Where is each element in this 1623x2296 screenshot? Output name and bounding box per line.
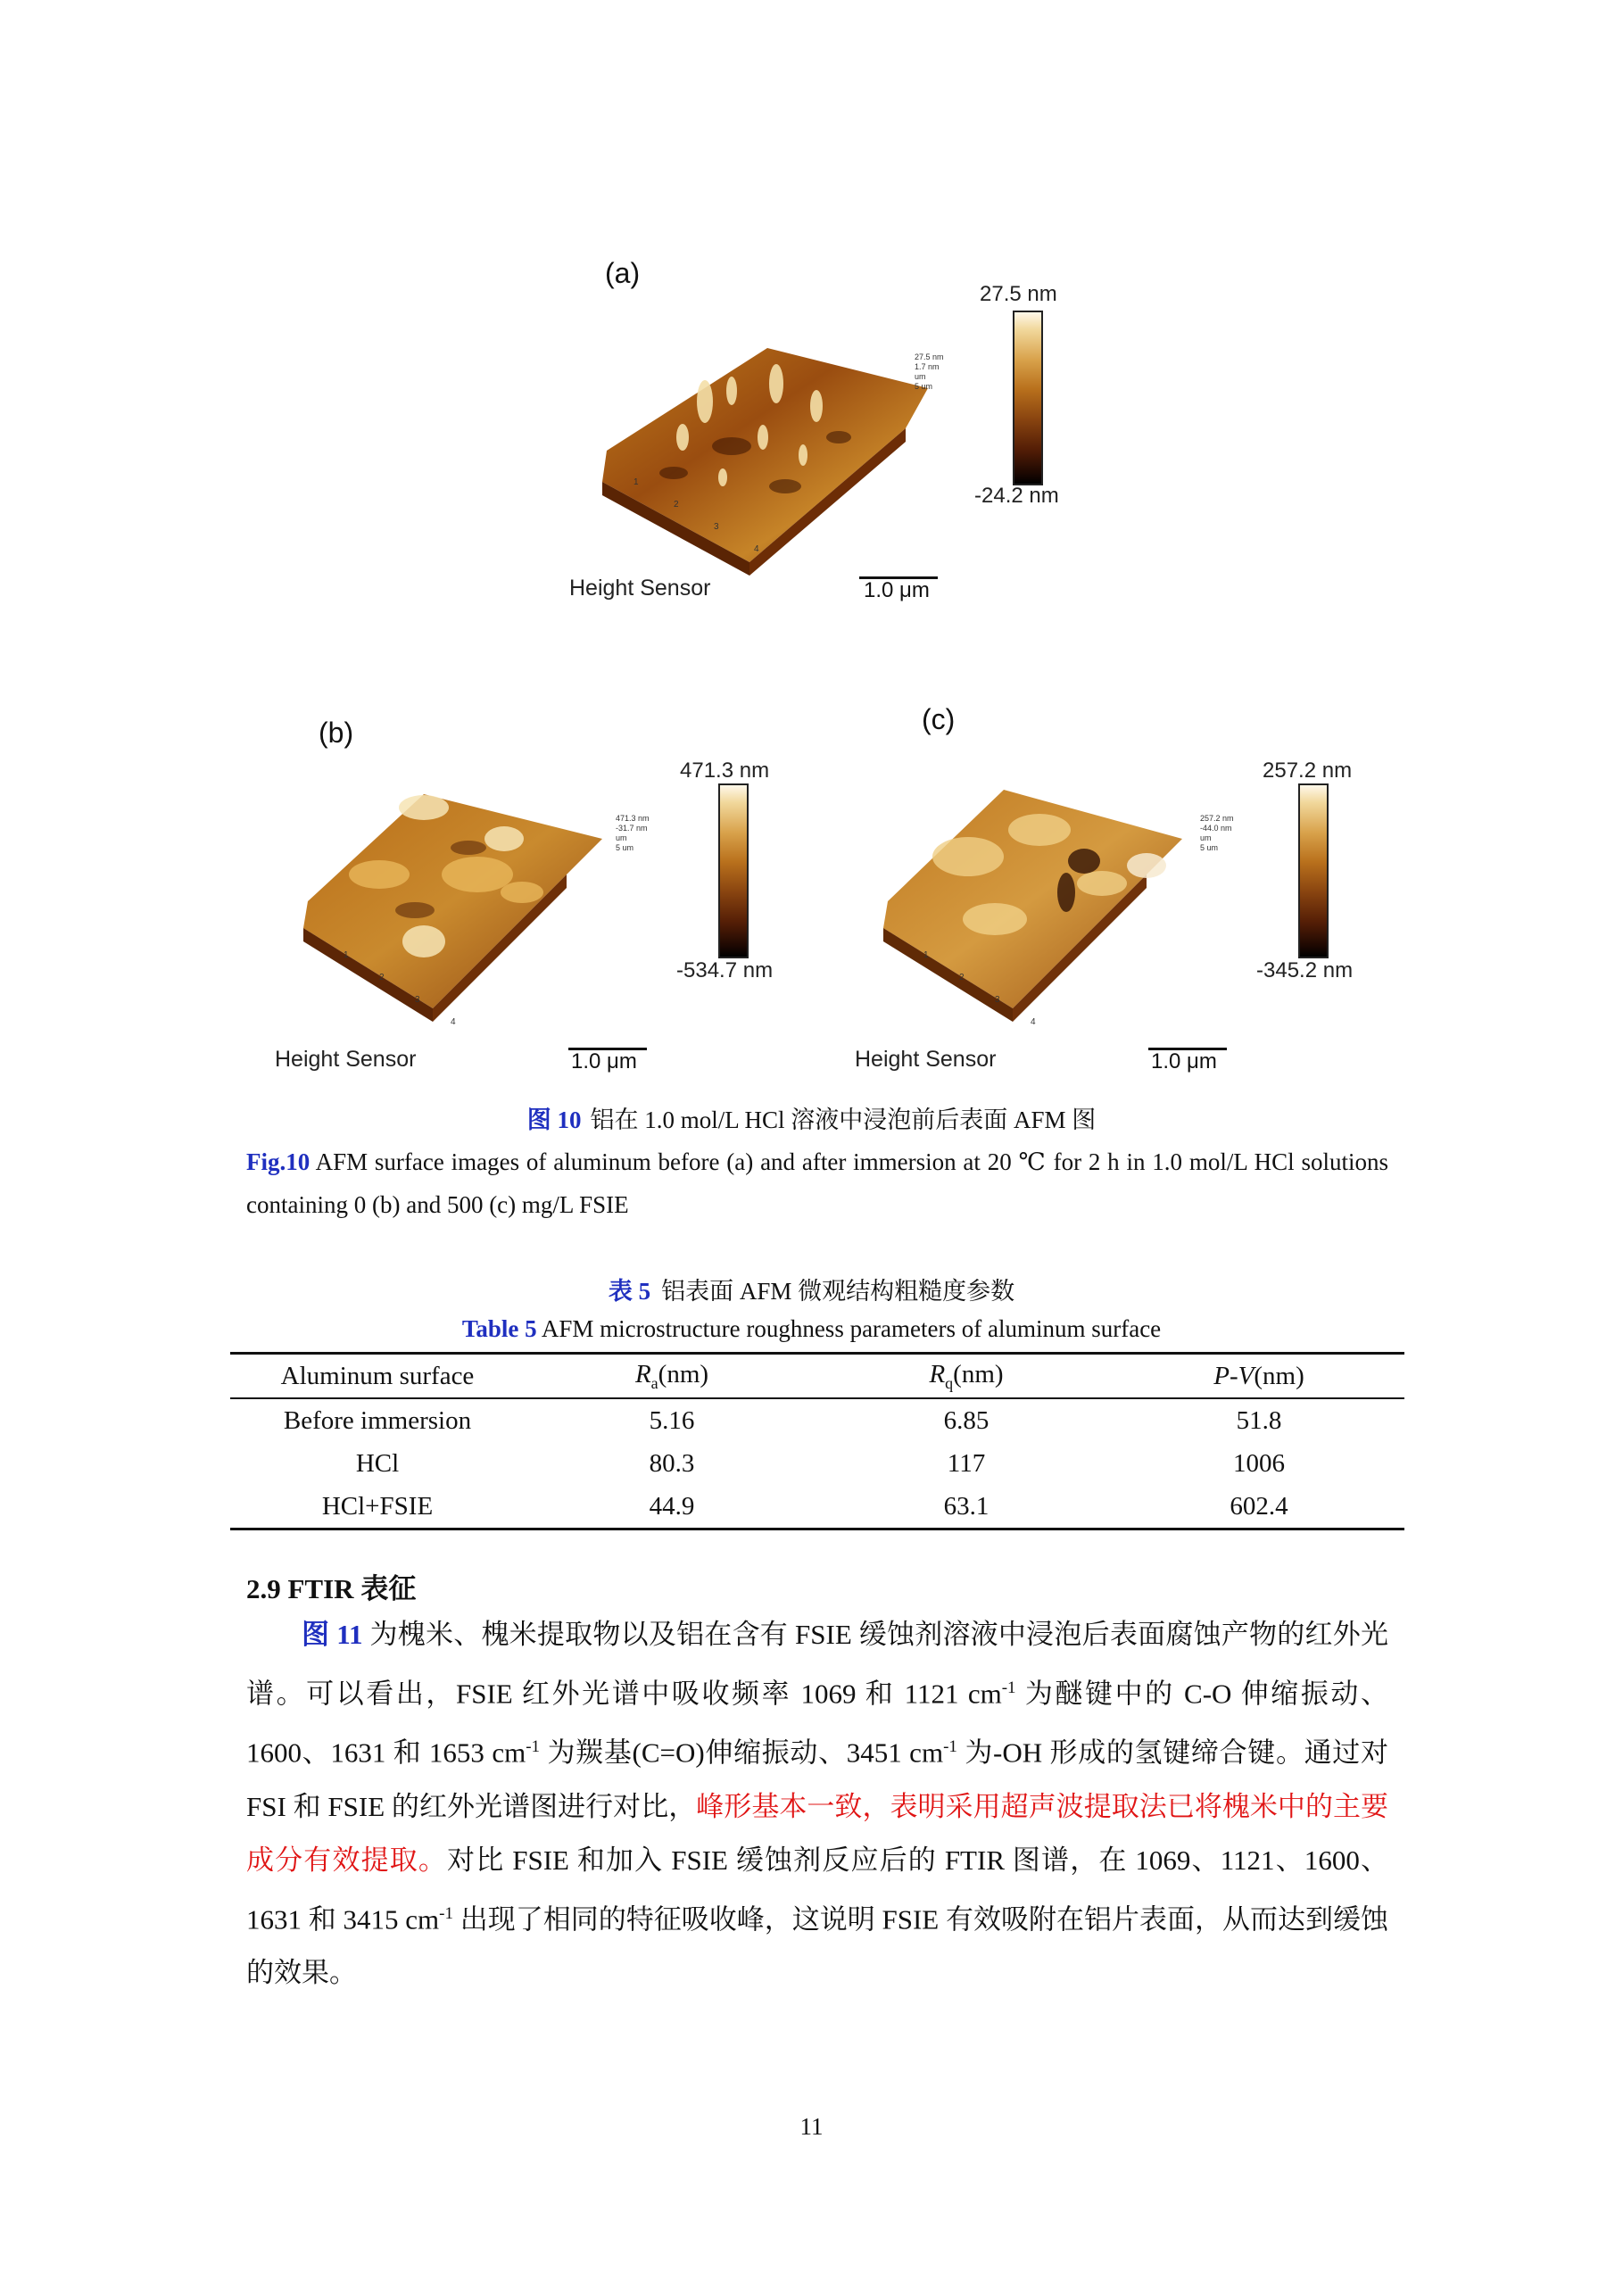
table-cell: Before immersion (283, 1405, 472, 1435)
table-header-row (230, 1354, 1404, 1399)
tick-a-2: 2 (674, 500, 679, 510)
figure-caption-cn (0, 1100, 1623, 1135)
figure-caption-en-label: Fig.10 (246, 1148, 311, 1175)
header-ra-unit: (nm) (658, 1359, 709, 1388)
tick-b-2: 2 (379, 973, 385, 982)
tick-a-3: 3 (714, 522, 719, 532)
table-title-en (0, 1315, 1623, 1343)
table-cell: 117 (947, 1448, 986, 1478)
panel-c-label: (c) (922, 703, 956, 735)
superscript-3: -1 (943, 1737, 957, 1757)
header-ra-symbol: R (634, 1359, 651, 1388)
colorbar-b (718, 783, 749, 958)
colorbar-max-c: 257.2 nm (1263, 758, 1353, 783)
axis-ticks-b (339, 950, 518, 1049)
paragraph-figure-ref: 图 11 (302, 1619, 363, 1650)
inset-unit-b: um (616, 833, 627, 842)
header-rq-symbol: R (929, 1359, 946, 1388)
inset-unit-c: um (1200, 833, 1212, 842)
inset-z-min-b: -31.7 nm (616, 824, 648, 833)
height-sensor-label-a: Height Sensor (569, 576, 711, 601)
table-cell: 602.4 (1114, 1485, 1404, 1529)
table-title-en-label: Table 5 (461, 1315, 537, 1342)
figure-caption-en-text: AFM surface images of aluminum before (a) and after immersion at 20 ℃ for 2 h in 1.0 mol/L HCl solutions containing 0 (b) and 500 (c) mg/L FSIE (246, 1148, 1388, 1218)
roughness-table (230, 1352, 1404, 1530)
inset-xy-c: 5 um (1200, 843, 1219, 852)
height-sensor-label-b: Height Sensor (275, 1047, 417, 1072)
superscript-1: -1 (1001, 1678, 1016, 1697)
colorbar-max-a: 27.5 nm (980, 282, 1057, 306)
table-cell: 44.9 (525, 1485, 819, 1529)
paragraph-text-3: 为羰基(C=O)伸缩振动、3451 cm (540, 1737, 944, 1769)
table-title-en-text: AFM microstructure roughness parameters of aluminum surface (536, 1315, 1162, 1342)
scalebar-label-b: 1.0 μm (571, 1049, 637, 1073)
table-cell: 6.85 (943, 1405, 990, 1435)
table-cell: HCl (355, 1448, 400, 1478)
figure-caption-cn-text: 铝在 1.0 mol/L HCl 溶液中浸泡前后表面 AFM 图 (590, 1107, 1097, 1133)
tick-c-4: 4 (1031, 1017, 1036, 1027)
colorbar-a (1013, 311, 1043, 485)
table-row (230, 1485, 1404, 1529)
tick-c-1: 1 (923, 950, 929, 960)
tick-c-3: 3 (995, 995, 1000, 1005)
table-cell: 1006 (1233, 1448, 1285, 1478)
panel-a-label: (a) (605, 257, 641, 289)
header-pv-symbol: P-V (1213, 1361, 1255, 1390)
section-paragraph (246, 1608, 1388, 2000)
scalebar-label-c: 1.0 μm (1151, 1049, 1217, 1073)
table-cell: HCl+FSIE (230, 1485, 525, 1529)
superscript-2: -1 (526, 1737, 541, 1757)
inset-unit-a: um (915, 372, 926, 381)
paragraph-text-5: 对比 FSIE 和加入 FSIE 缓蚀剂反应后的 FTIR 图谱，在 1069、1121、1600、1631 和 3415 cm (246, 1844, 1388, 1935)
inset-legend-b (616, 814, 650, 853)
tick-a-4: 4 (754, 544, 759, 554)
figure-caption-cn-label: 图 10 (526, 1107, 582, 1133)
section-heading: 2.9 FTIR 表征 (246, 1573, 417, 1604)
figure-caption-en (246, 1140, 1388, 1226)
header-pv (1114, 1354, 1404, 1399)
header-rq (819, 1354, 1114, 1399)
inset-z-max-a: 27.5 nm (915, 352, 944, 361)
scalebar-label-a: 1.0 μm (864, 578, 930, 602)
inset-legend-c (1200, 814, 1234, 853)
axis-ticks-c (919, 950, 1097, 1049)
height-sensor-label-c: Height Sensor (855, 1047, 997, 1072)
table-cell: 5.16 (649, 1405, 695, 1435)
colorbar-min-a: -24.2 nm (974, 484, 1059, 508)
header-rq-sub: q (945, 1373, 954, 1392)
header-aluminum-surface: Aluminum surface (230, 1354, 525, 1399)
page-number: 11 (799, 2113, 824, 2140)
tick-b-1: 1 (344, 950, 349, 960)
colorbar-max-b: 471.3 nm (680, 758, 770, 783)
table-row (230, 1442, 1404, 1485)
paragraph-text-4: 为-OH 形成的氢键缔合键。通过对 FSI 和 FSIE 的红外光谱图进行对比， (246, 1737, 1388, 1822)
paragraph-highlight: 峰形基本一致，表明采用超声波提取法已将槐米中的主要成分有效提取。 (246, 1790, 1389, 1876)
inset-z-min-a: 1.7 nm (915, 362, 940, 371)
paragraph-text-6: 出现了相同的特征吸收峰，这说明 FSIE 有效吸附在铝片表面，从而达到缓蚀的效果。 (246, 1902, 1388, 1988)
tick-c-2: 2 (959, 973, 965, 982)
table-row (230, 1398, 1404, 1442)
table-cell: 80.3 (649, 1448, 695, 1478)
header-rq-unit: (nm) (953, 1359, 1004, 1388)
colorbar-min-b: -534.7 nm (676, 958, 774, 982)
paragraph-text-1: 为槐米、槐米提取物以及铝在含有 FSIE 缓蚀剂溶液中浸泡后表面腐蚀产物的红外光谱。可以看出，FSIE 红外光谱中吸收频率 1069 和 1121 cm (246, 1619, 1388, 1710)
table-title-cn-text: 铝表面 AFM 微观结构粗糙度参数 (661, 1278, 1015, 1305)
inset-xy-a: 5 um (915, 382, 933, 391)
table-cell: 63.1 (819, 1485, 1114, 1529)
inset-z-max-c: 257.2 nm (1200, 814, 1234, 823)
header-ra-sub: a (650, 1373, 658, 1392)
colorbar-min-c: -345.2 nm (1256, 958, 1354, 982)
header-ra (525, 1354, 819, 1399)
axis-ticks-a (629, 477, 807, 576)
inset-z-min-c: -44.0 nm (1200, 824, 1232, 833)
panel-b-label: (b) (319, 717, 354, 749)
inset-xy-b: 5 um (616, 843, 634, 852)
table-title-cn-label: 表 5 (608, 1278, 651, 1305)
tick-a-1: 1 (633, 477, 639, 487)
paragraph-text-2: 为醚键中的 C-O 伸缩振动、1600、1631 和 1653 cm (246, 1678, 1388, 1769)
header-pv-unit: (nm) (1254, 1361, 1304, 1390)
tick-b-4: 4 (451, 1017, 456, 1027)
tick-b-3: 3 (415, 995, 420, 1005)
colorbar-c (1298, 783, 1329, 958)
table-cell: 51.8 (1236, 1405, 1282, 1435)
superscript-4: -1 (439, 1903, 453, 1923)
inset-z-max-b: 471.3 nm (616, 814, 650, 823)
inset-legend-a (915, 352, 944, 392)
table-title-cn (0, 1272, 1623, 1306)
